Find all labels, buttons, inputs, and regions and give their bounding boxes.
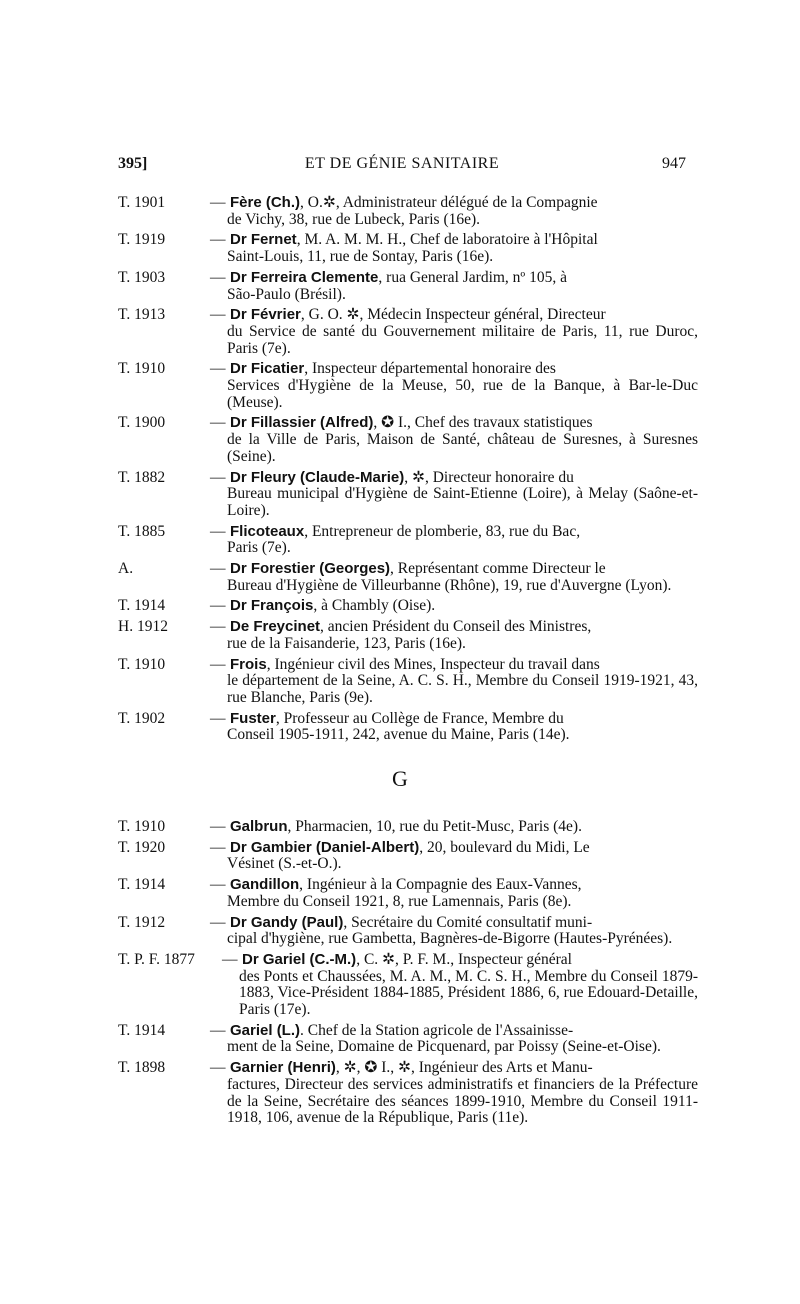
entry-date: T. 1885 [118,522,166,540]
entry-body [210,361,698,411]
entry-name: Dr Gambier (Daniel-Albert) [230,838,420,856]
entry-name: Garnier (Henri) [230,1059,336,1077]
entry-continuation: Conseil 1905-1911, 242, avenue du Maine, Paris (14e). [227,726,570,744]
entry-text: , Pharmacien, 10, rue du Petit-Musc, Paris (4e). [287,818,582,835]
entry-continuation: Services d'Hygiène de la Meuse, 50, rue de la Banque, à Bar-le-Duc (Meuse). [227,377,698,411]
entry-body [210,561,698,594]
entry-date: T. 1914 [118,1021,166,1039]
entry-date: T. 1919 [118,231,166,249]
entry-date: T. 1910 [118,360,166,378]
entry-body [210,598,698,615]
entry-text: , C. ✲, P. F. M., Inspecteur général [356,950,572,968]
entry-date: T. 1903 [118,268,166,286]
entry-body [210,307,698,357]
entry-dash: — [210,618,226,636]
entry-date: T. 1913 [118,306,166,324]
running-header [118,155,686,177]
entry-name: Dr Gandy (Paul) [230,913,344,931]
entry-continuation: des Ponts et Chaussées, M. A. M., M. C. S. H., Membre du Conseil 1879-1883, Vice-Président 1884-1885, Président 1886, 6, rue Edouard-Detaille, Paris (17e). [239,967,698,1019]
entry-body [210,270,698,303]
entry-date: T. 1910 [118,818,166,835]
section-f-entries [118,195,698,748]
entry-body [210,232,698,265]
entry-dash: — [210,194,226,211]
entry-dash: — [210,560,226,578]
entry-text: , O.✲, Administrateur délégué de la Compagnie [300,194,598,211]
entry-text: , rua General Jardim, nº 105, à [378,268,567,286]
entry-name: Dr Fleury (Claude-Marie) [230,468,405,486]
entry-text: , Ingénieur civil des Mines, Inspecteur du travail dans [266,655,600,673]
entry-text: , 20, boulevard du Midi, Le [419,838,590,856]
entry-dash: — [210,360,226,378]
entry-name: Dr Ficatier [230,360,305,378]
entry-name: Gariel (L.) [230,1021,301,1039]
entry-body [210,840,698,873]
entry-text: , Professeur au Collège de France, Membre du [275,709,564,727]
entry [118,195,698,228]
entry-continuation: Membre du Conseil 1921, 8, rue Lamennais, Paris (8e). [227,892,572,910]
entry-dash: — [210,306,226,324]
page-number-right: 947 [662,155,686,172]
entry-continuation: ment de la Seine, Domaine de Picquenard, par Poissy (Seine-et-Oise). [227,1038,661,1056]
entry [118,307,698,357]
entry-date: A. [118,560,134,578]
entry-text: , ✲, Directeur honoraire du [404,468,574,486]
entry-date: T. 1902 [118,709,166,727]
entry [118,232,698,265]
entry-date: T. 1920 [118,838,166,856]
entry [118,819,698,836]
entry-continuation: Saint-Louis, 11, rue de Sontay, Paris (16e). [227,248,494,266]
entry-date: T. 1914 [118,876,166,894]
entry [118,470,698,520]
entry-date: T. 1914 [118,597,166,615]
entry-body [210,524,698,557]
entry [118,270,698,303]
entry-body [210,470,698,520]
entry-text: , ancien Président du Conseil des Ministres, [320,618,592,636]
entry-dash: — [210,231,226,249]
entry-dash: — [210,414,226,432]
entry-date: T. 1898 [118,1059,166,1077]
entry-text: , à Chambly (Oise). [313,597,436,615]
entry-text: , M. A. M. M. H., Chef de laboratoire à l'Hôpital [296,231,598,249]
entry-dash: — [210,268,226,286]
entry-date: H. 1912 [118,618,168,636]
entry-name: Dr Fillassier (Alfred) [230,414,374,432]
page-number-left: 395] [118,155,148,172]
entry-dash: — [210,913,226,931]
entry-body [210,819,698,836]
entry-dash: — [210,876,226,894]
entry-continuation: le département de la Seine, A. C. S. H., Membre du Conseil 1919-1921, 43, rue Blanche, Paris (9e). [227,672,698,706]
entry-dash: — [210,818,226,835]
entry-continuation: São-Paulo (Brésil). [227,285,346,303]
entry-date: T. 1882 [118,468,166,486]
entry-dash: — [210,709,226,727]
entry-date: T. 1910 [118,655,166,673]
entry-name: Dr François [230,597,314,615]
entry-continuation: factures, Directeur des services administratifs et financiers de la Préfecture de la Seine, Secrétaire des séances 1899-1910, Membre du Conseil 1911-1918, 106, avenue de la République, Paris (11e). [227,1075,698,1127]
entry-text: , G. O. ✲, Médecin Inspecteur général, Directeur [300,306,606,324]
entry-name: Dr Ferreira Clemente [230,268,379,286]
entry-body [210,657,698,707]
entry-text: , ✲, ✪ I., ✲, Ingénieur des Arts et Manu- [335,1059,593,1077]
entry-dash: — [210,1059,226,1077]
entry [118,952,698,1019]
entry [118,1023,698,1056]
entry-name: Dr Février [230,306,301,324]
entry-name: Fère (Ch.) [230,194,301,211]
entry-continuation: Bureau d'Hygiène de Villeurbanne (Rhône), 19, rue d'Auvergne (Lyon). [227,576,672,594]
entry-continuation: Vésinet (S.-et-O.). [227,855,342,873]
entry-body [222,952,698,1019]
entry-dash: — [210,597,226,615]
entry-date: T. 1900 [118,414,166,432]
entry-dash: — [222,950,238,968]
entry [118,561,698,594]
entry-text: . Chef de la Station agricole de l'Assainisse- [300,1021,574,1039]
entry-name: Gandillon [230,876,300,894]
entry [118,877,698,910]
entry-date: T. 1912 [118,913,166,931]
entry-name: Frois [230,655,267,673]
entry-dash: — [210,838,226,856]
entry-continuation: rue de la Faisanderie, 123, Paris (16e). [227,634,466,652]
entry-name: Flicoteaux [230,522,305,540]
entry-date: T. P. F. 1877 [118,950,195,968]
entry-name: De Freycinet [230,618,321,636]
entry [118,915,698,948]
entry-dash: — [210,1021,226,1039]
entry-text: , Inspecteur départemental honoraire des [304,360,556,378]
entry-body [210,711,698,744]
entry-body [210,1023,698,1056]
entry-dash: — [210,522,226,540]
entry-text: , Secrétaire du Comité consultatif muni- [343,913,593,931]
entry [118,711,698,744]
entry-text: , Représentant comme Directeur le [390,560,606,578]
entry-continuation: de la Ville de Paris, Maison de Santé, château de Suresnes, à Suresnes (Seine). [227,431,698,465]
entry-dash: — [210,468,226,486]
entry-body [210,877,698,910]
entry [118,657,698,707]
page-title: ET DE GÉNIE SANITAIRE [304,155,500,172]
entry-name: Fuster [230,709,276,727]
entry-name: Galbrun [230,818,288,835]
entry [118,1060,698,1127]
entry [118,598,698,615]
entry-body [210,619,698,652]
entry-text: , Ingénieur à la Compagnie des Eaux-Vannes, [299,876,582,894]
entry-text: , ✪ I., Chef des travaux statistiques [373,414,593,432]
entry-body [210,195,698,228]
entry [118,415,698,465]
entry [118,619,698,652]
section-g-entries [118,819,698,1131]
entry [118,361,698,411]
entry-dash: — [210,655,226,673]
entry-continuation: Bureau municipal d'Hygiène de Saint-Etienne (Loire), à Melay (Saône-et-Loire). [227,485,698,519]
entry [118,524,698,557]
entry [118,840,698,873]
entry-continuation: du Service de santé du Gouvernement militaire de Paris, 11, rue Duroc, Paris (7e). [227,322,698,357]
entry-continuation: cipal d'hygiène, rue Gambetta, Bagnères-de-Bigorre (Hautes-Pyrénées). [227,930,673,948]
entry-body [210,1060,698,1127]
entry-text: , Entrepreneur de plomberie, 83, rue du Bac, [304,522,581,540]
section-letter-g: G [392,766,408,791]
entry-name: Dr Forestier (Georges) [230,560,391,578]
entry-body [210,415,698,465]
entry-date: T. 1901 [118,194,166,211]
entry-continuation: de Vichy, 38, rue de Lubeck, Paris (16e). [227,210,481,228]
entry-body [210,915,698,948]
entry-name: Dr Gariel (C.-M.) [242,950,357,968]
entry-name: Dr Fernet [230,231,297,249]
entry-continuation: Paris (7e). [227,539,291,557]
